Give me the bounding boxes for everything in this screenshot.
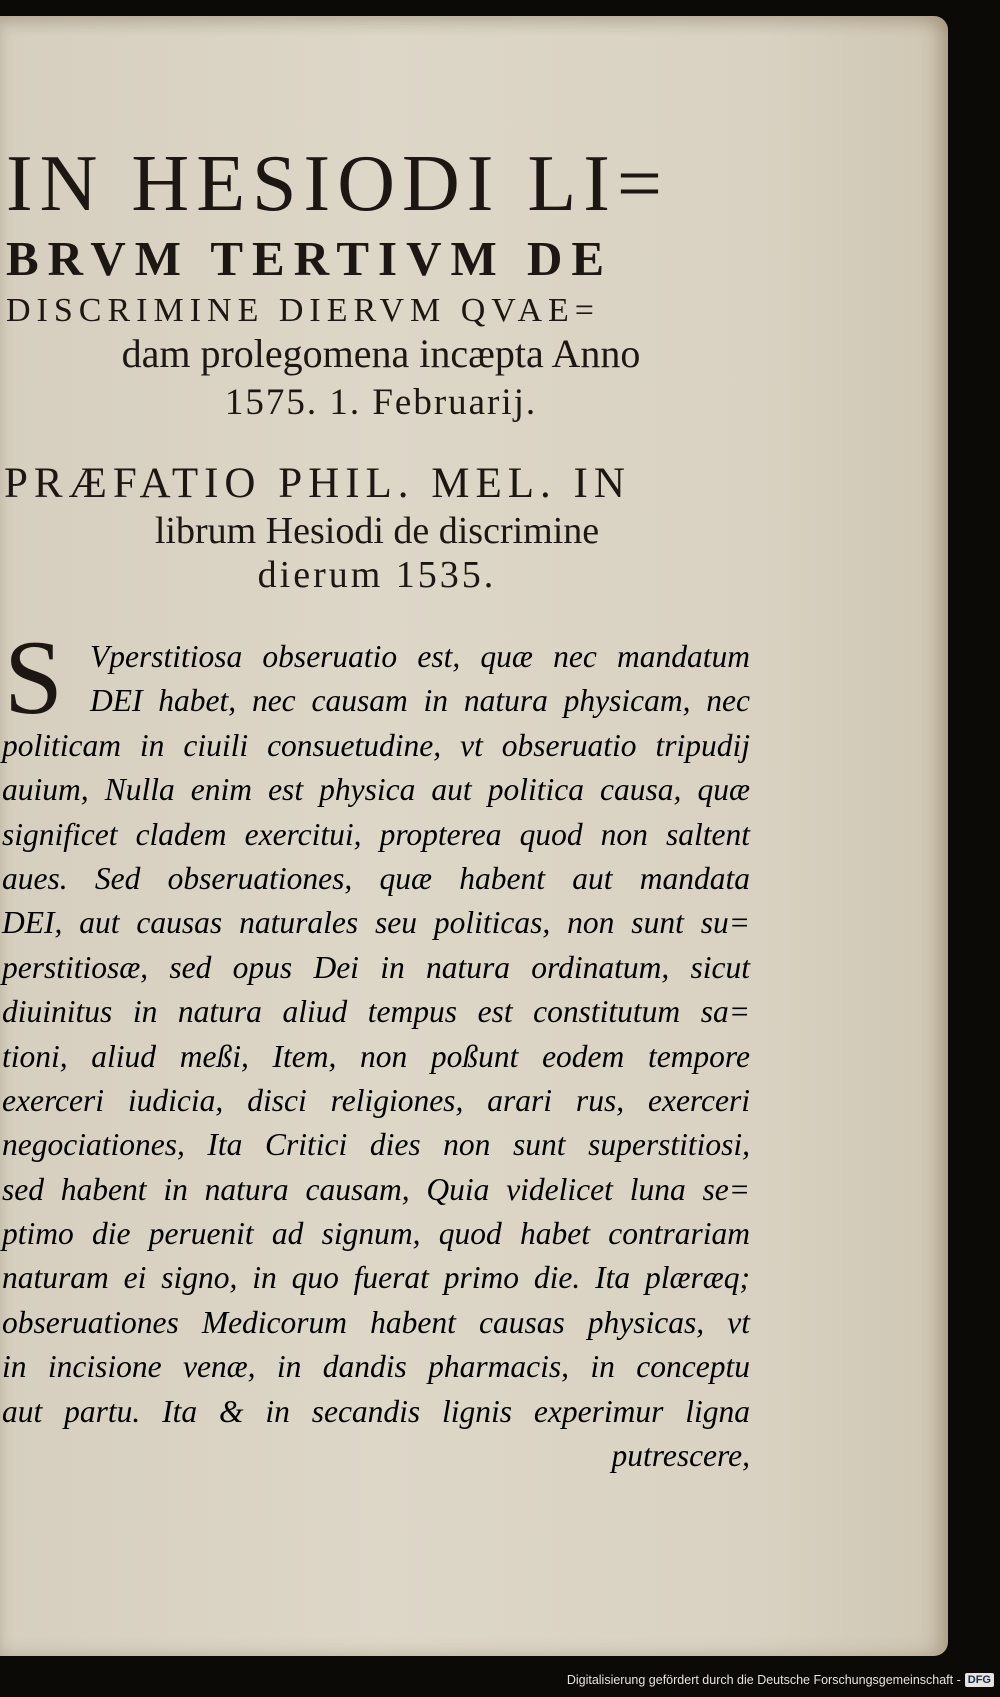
body-line: obseruationes Medicorum habent causas physicas, vt (2, 1304, 750, 1340)
praefatio-line-3: dierum 1535. (257, 554, 497, 596)
body-line: Vperstitiosa obseruatio est, quæ nec mandatum (90, 639, 750, 674)
praefatio-line-2: librum Hesiodi de discrimine (154, 510, 600, 552)
body-line: politicam in ciuili consuetudine, vt obseruatio tripudij (2, 727, 750, 763)
body-line: aues. Sed obseruationes, quæ habent aut mandata (2, 860, 750, 896)
body-line: ptimo die peruenit ad signum, quod habet contrariam (2, 1216, 750, 1252)
title-line-2: BRVM TERTIVM DE (6, 231, 614, 286)
body-line: negociationes, Ita Critici dies non sunt superstitiosi, (2, 1127, 750, 1163)
body-line: significet cladem exercitui, propterea quod non saltent (2, 816, 750, 852)
body-line: in incisione venæ, in dandis pharmacis, in conceptu (2, 1349, 750, 1385)
body-line: DEI habet, nec causam in natura physicam, nec (90, 683, 750, 719)
title-line-3: DISCRIMINE DIERVM QVAE= (6, 292, 600, 329)
body-line: naturam ei signo, in quo fuerat primo die. Ita plæræq; (2, 1260, 750, 1296)
title-line-4: dam prolegomena incæpta Anno (121, 331, 641, 376)
body-line: sed habent in natura causam, Quia videlicet luna se= (2, 1171, 750, 1207)
body-line: exerceri iudicia, disci religiones, arari rus, exerceri (2, 1082, 750, 1118)
dfg-logo-icon: DFG (965, 1673, 994, 1687)
title-line-1: IN HESIODI LI= (6, 140, 669, 228)
body-line-catchword: putrescere, (611, 1438, 750, 1474)
body-line: auium, Nulla enim est physica aut politica causa, quæ (2, 772, 750, 808)
credit-text: Digitalisierung gefördert durch die Deutsche Forschungsgemeinschaft - (566, 1673, 961, 1687)
body-line: DEI, aut causas naturales seu politicas, non sunt su= (2, 905, 750, 941)
body-text (2, 635, 750, 1478)
main-title (6, 140, 756, 428)
digitization-credit (567, 1669, 994, 1691)
body-line: tioni, aliud meßi, Item, non poßunt eodem tempore (2, 1038, 750, 1074)
body-line: perstitiosæ, sed opus Dei in natura ordinatum, sicut (2, 949, 750, 985)
praefatio-heading (4, 462, 750, 600)
body-line: diuinitus in natura aliud tempus est constitutum sa= (2, 994, 750, 1030)
praefatio-line-1: PRÆFATIO PHIL. MEL. IN (4, 460, 631, 507)
title-line-5: 1575. 1. Februarij. (224, 382, 538, 423)
body-line: aut partu. Ita & in secandis lignis experimur ligna (2, 1393, 750, 1429)
drop-cap: S (4, 619, 63, 736)
